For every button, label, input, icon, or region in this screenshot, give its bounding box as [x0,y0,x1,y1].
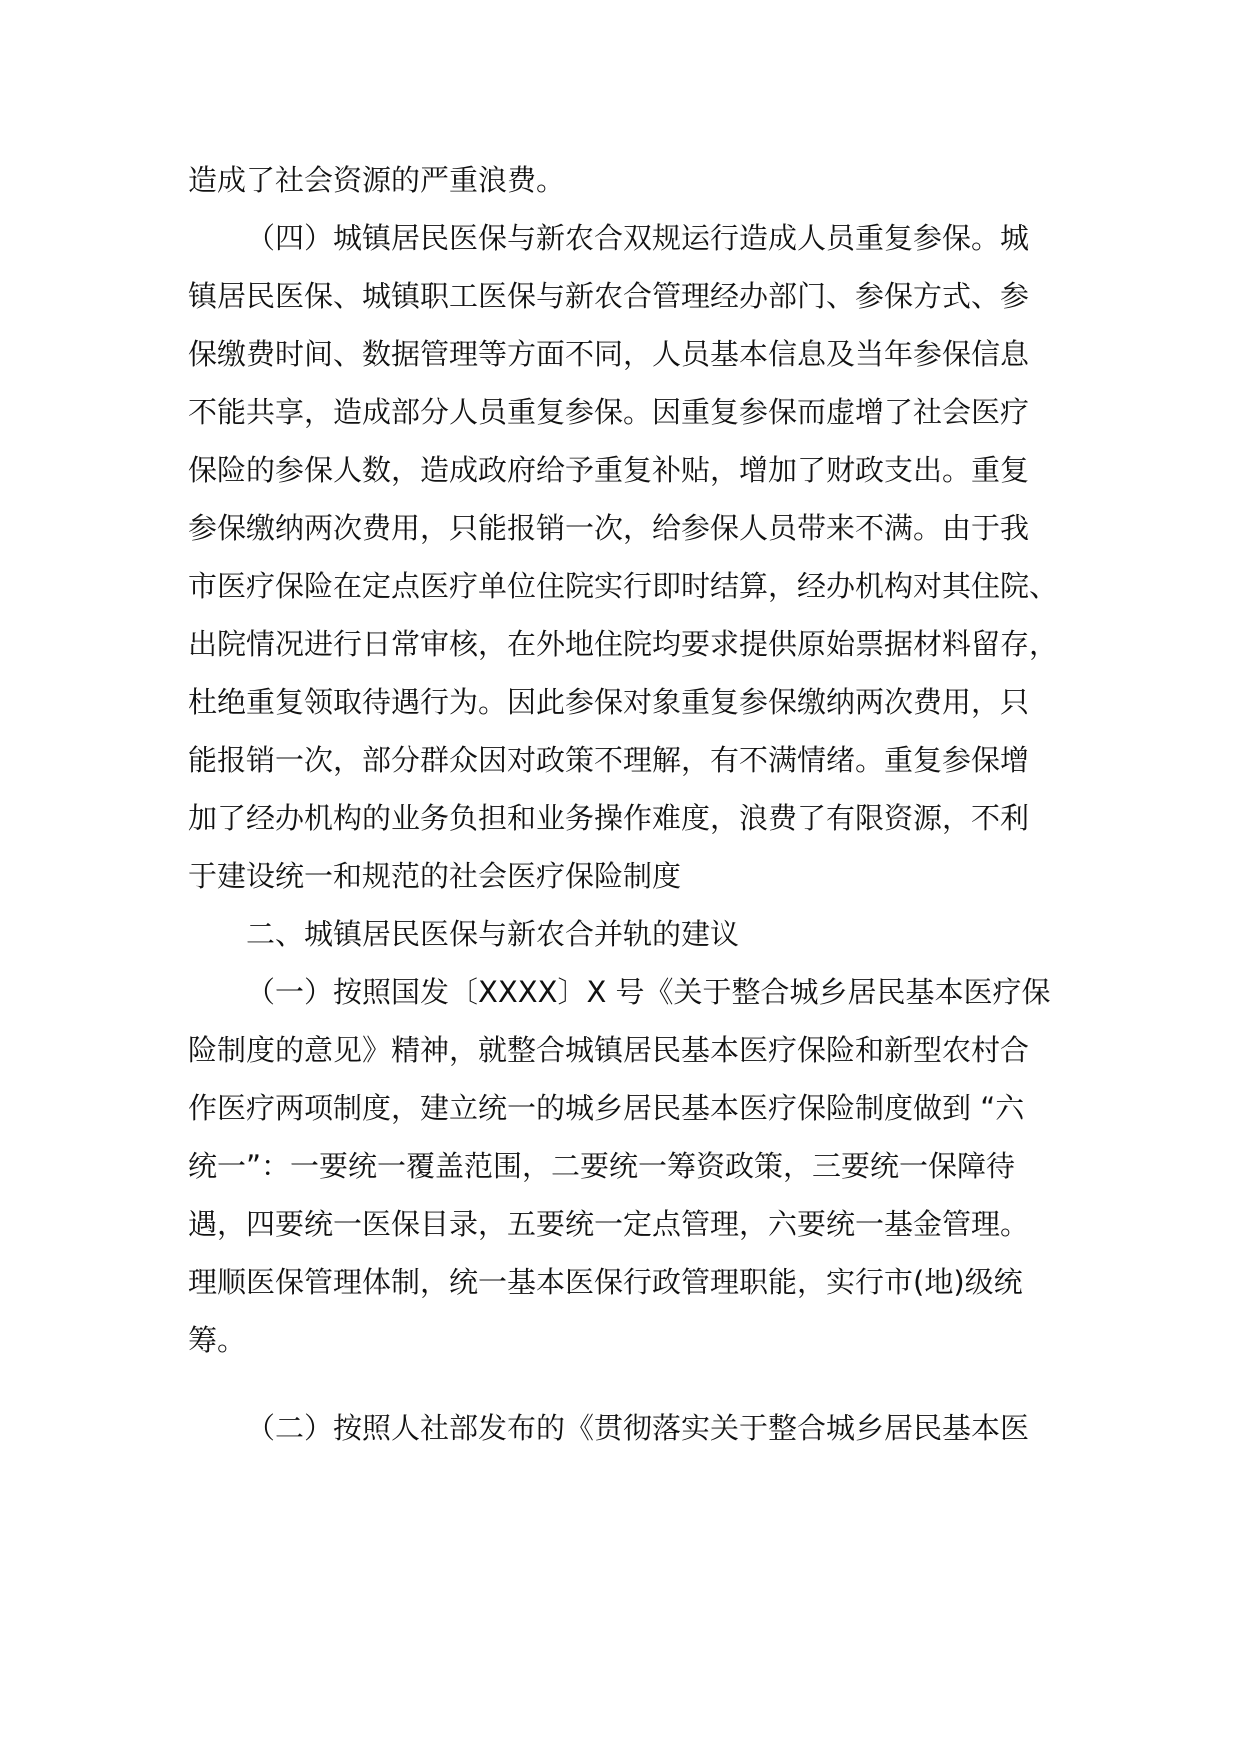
section-heading: 二、城镇居民医保与新农合并轨的建议 [246,917,740,951]
text-line: 遇，四要统一医保目录，五要统一定点管理，六要统一基金管理。 [188,1207,1030,1241]
text-line: 加了经办机构的业务负担和业务操作难度，浪费了有限资源，不利 [188,801,1030,835]
text-line: 出院情况进行日常审核，在外地住院均要求提供原始票据材料留存， [188,627,1059,661]
text-line: 能报销一次，部分群众因对政策不理解，有不满情绪。重复参保增 [188,743,1030,777]
text-line: 杜绝重复领取待遇行为。因此参保对象重复参保缴纳两次费用，只 [188,685,1030,719]
text-line: 市医疗保险在定点医疗单位住院实行即时结算，经办机构对其住院、 [188,569,1059,603]
text-line: 造成了社会资源的严重浪费。 [188,163,566,197]
text-line: 保险的参保人数，造成政府给予重复补贴，增加了财政支出。重复 [188,453,1030,487]
text-line: 理顺医保管理体制，统一基本医保行政管理职能，实行市(地)级统 [188,1265,1023,1299]
text-line: 作医疗两项制度，建立统一的城乡居民基本医疗保险制度做到 “六 [188,1091,1025,1125]
text-line: （二）按照人社部发布的《贯彻落实关于整合城乡居民基本医 [246,1411,1030,1445]
text-line: 不能共享，造成部分人员重复参保。因重复参保而虚增了社会医疗 [188,395,1030,429]
text-line: 保缴费时间、数据管理等方面不同，人员基本信息及当年参保信息 [188,337,1030,371]
text-line: （四）城镇居民医保与新农合双规运行造成人员重复参保。城 [246,221,1030,255]
text-line: （一）按照国发〔XXXX〕X 号《关于整合城乡居民基本医疗保 [246,975,1051,1009]
text-line: 镇居民医保、城镇职工医保与新农合管理经办部门、参保方式、参 [188,279,1030,313]
text-line: 筹。 [188,1323,247,1357]
text-line: 统一”：一要统一覆盖范围，二要统一筹资政策，三要统一保障待 [188,1149,1016,1183]
text-line: 险制度的意见》精神，就整合城镇居民基本医疗保险和新型农村合 [188,1033,1030,1067]
text-line: 参保缴纳两次费用，只能报销一次，给参保人员带来不满。由于我 [188,511,1030,545]
text-line: 于建设统一和规范的社会医疗保险制度 [188,859,682,893]
